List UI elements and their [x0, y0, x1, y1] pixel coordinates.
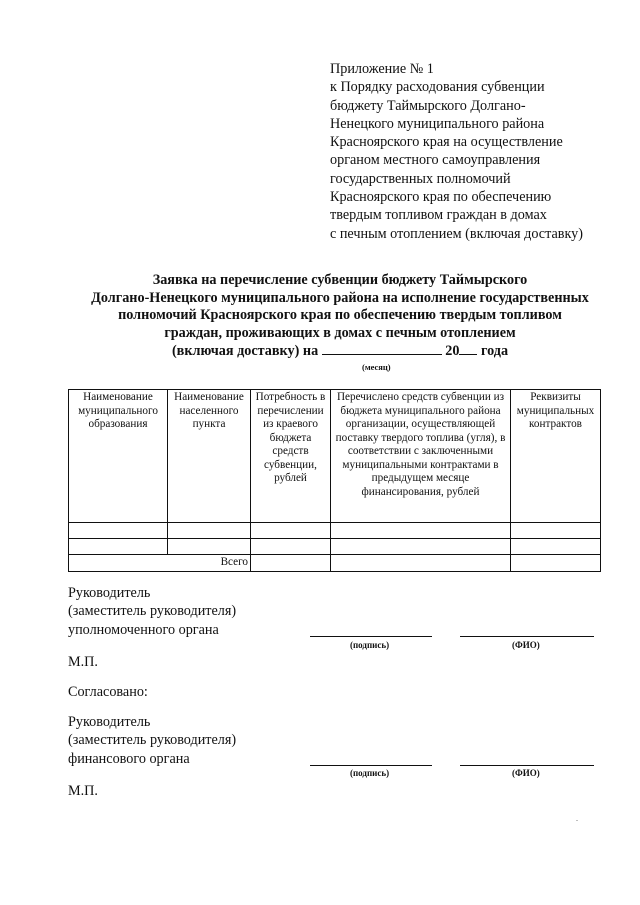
table-cell[interactable]	[511, 539, 601, 555]
subsidy-table	[68, 389, 601, 572]
table-cell[interactable]	[511, 555, 601, 572]
total-label: Всего	[69, 555, 251, 572]
appendix-line: Красноярского края по обеспечению	[330, 189, 552, 206]
appendix-line: Приложение № 1	[330, 61, 434, 77]
table-row	[69, 523, 601, 539]
appendix-line: бюджету Таймырского Долгано-	[330, 97, 526, 114]
table-cell[interactable]	[69, 539, 168, 555]
table-cell[interactable]	[331, 539, 511, 555]
month-blank[interactable]	[322, 342, 442, 355]
appendix-line: к Порядку расходования субвенции	[330, 79, 545, 96]
fio-line[interactable]	[460, 636, 594, 637]
signature-line[interactable]	[310, 636, 432, 637]
signatory-line: Руководитель	[68, 714, 151, 730]
signatory-line: финансового органа	[68, 750, 190, 767]
signature-line[interactable]	[310, 765, 432, 766]
header-cell: Реквизиты муниципальных контрактов	[511, 390, 601, 523]
title-prefix: (включая доставку) на	[171, 343, 319, 359]
table-cell[interactable]	[168, 523, 251, 539]
table-row	[69, 539, 601, 555]
stamp-place-1: М.П.	[68, 654, 98, 670]
table-cell[interactable]	[251, 523, 331, 539]
appendix-line: с печным отоплением (включая доставку)	[330, 225, 583, 242]
agreed-label: Согласовано:	[68, 684, 148, 700]
title-line: полномочий Красноярского края по обеспечению твердым топливом	[118, 307, 562, 323]
appendix-block	[330, 60, 620, 243]
signatory-block-1	[68, 584, 236, 639]
appendix-line: Красноярского края на осуществление	[330, 134, 563, 151]
signatory-block-2	[68, 713, 236, 768]
year-prefix: 20	[445, 343, 460, 359]
table-cell[interactable]	[511, 523, 601, 539]
signatory-line: (заместитель руководителя)	[68, 603, 237, 620]
table-cell[interactable]	[69, 523, 168, 539]
month-caption: (месяц)	[362, 362, 391, 372]
title-line: Заявка на перечисление субвенции бюджету Таймырского	[152, 272, 528, 288]
table-cell[interactable]	[331, 523, 511, 539]
appendix-line: органом местного самоуправления	[330, 152, 541, 169]
title-line: Долгано-Ненецкого муниципального района на исполнение государственных	[91, 289, 589, 306]
header-cell: Наименование муниципального образования	[69, 390, 168, 523]
year-suffix: года	[481, 343, 509, 359]
signatory-line: уполномоченного органа	[68, 621, 219, 638]
year-blank[interactable]	[459, 342, 477, 355]
table-cell[interactable]	[331, 555, 511, 572]
header-cell: Наименование населенного пункта	[168, 390, 251, 523]
title-line: граждан, проживающих в домах с печным отоплением	[164, 324, 516, 341]
stamp-place-2: М.П.	[68, 783, 98, 799]
header-cell: Потребность в перечислении из краевого бюджета средств субвенции, рублей	[251, 390, 331, 523]
title-last-line	[40, 342, 640, 361]
appendix-line: государственных полномочий	[330, 170, 511, 187]
table-header-row	[69, 390, 601, 523]
fio-caption: (ФИО)	[512, 768, 540, 778]
signature-caption: (подпись)	[350, 768, 390, 778]
fio-line[interactable]	[460, 765, 594, 766]
appendix-line: Ненецкого муниципального района	[330, 115, 545, 132]
document-title	[40, 272, 640, 361]
signatory-line: (заместитель руководителя)	[68, 732, 237, 749]
signatory-line: Руководитель	[68, 585, 151, 601]
table-cell[interactable]	[251, 555, 331, 572]
appendix-line: твердым топливом граждан в домах	[330, 207, 547, 224]
total-row	[69, 555, 601, 572]
header-cell: Перечислено средств субвенции из бюджета муниципального района организации, осуществляющей поставку твердого топлива (угля), в соответствии с заключенными муниципальными контрактами в предыдущем месяце финансирования, рублей	[331, 390, 511, 523]
fio-caption: (ФИО)	[512, 640, 540, 650]
table-cell[interactable]	[168, 539, 251, 555]
table-cell[interactable]	[251, 539, 331, 555]
page-mark: .	[576, 814, 578, 823]
signature-caption: (подпись)	[350, 640, 390, 650]
